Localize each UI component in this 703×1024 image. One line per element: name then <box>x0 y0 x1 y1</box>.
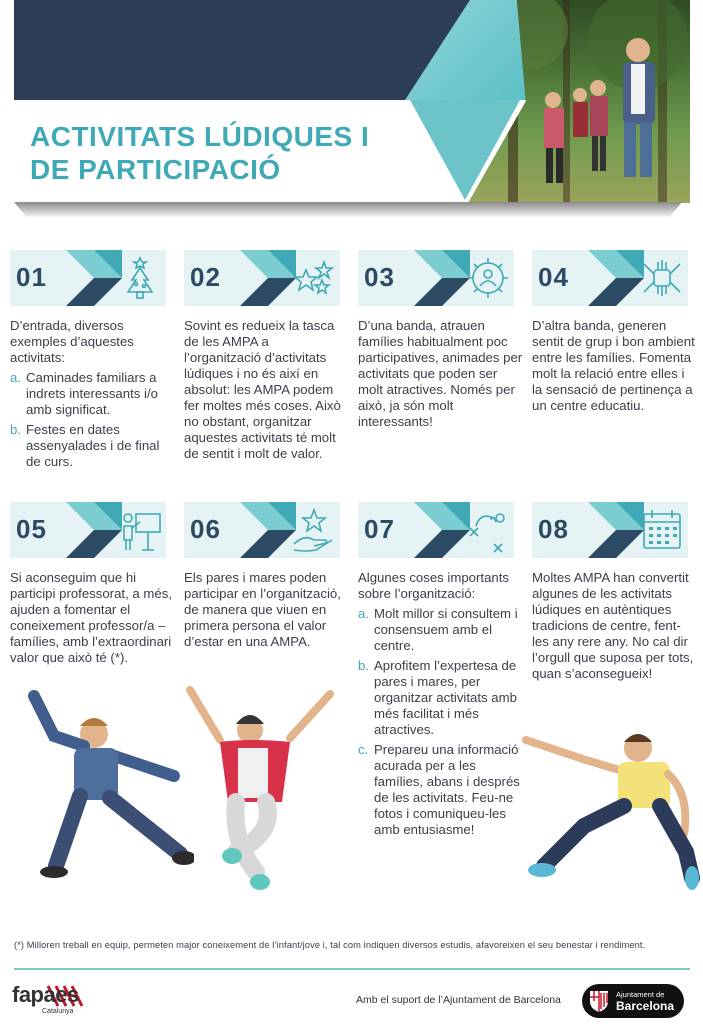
card-list <box>10 370 175 470</box>
card-number: 03 <box>364 262 395 292</box>
card-number: 08 <box>538 514 569 544</box>
card-text: Si aconseguim que hi participi professorat, a més, ajuden a fomentar el coneixement professor/a – famílies, amb l’extraordinari valor que això té (*). <box>10 570 172 665</box>
list-marker: c. <box>358 742 369 757</box>
jumping-boy-right <box>520 720 700 890</box>
card-text: Els pares i mares poden participar en l’organització, de manera que viuen en primera persona el valor d’estar en una AMPA. <box>184 570 341 649</box>
badge-decoration <box>240 250 296 306</box>
list-item <box>10 370 175 418</box>
card-text: Sovint es redueix la tasca de les AMPA a l’organització d’activitats lúdiques i no és així en absolut: les AMPA podem fer moltes més coses. Això no obstant, organitzar aquestes activitats té molt de sentit i molt de valor. <box>184 318 341 461</box>
card-badge <box>532 250 688 306</box>
card-intro: Algunes coses importants sobre l’organització: <box>358 570 509 601</box>
page-title-line1: ACTIVITATS LÚDIQUES I <box>30 121 370 152</box>
card-text: Moltes AMPA han convertit algunes de les activitats lúdiques en autèntiques tradicions de centre, fent-les any rere any. No cal dir l’orgull que suposa per tots, quan s’aconsegueix! <box>532 570 694 681</box>
footer-divider <box>14 968 690 970</box>
badge-decoration <box>414 502 470 558</box>
ajuntament-logo <box>582 984 684 1018</box>
ajuntament-line1: Ajuntament de <box>616 990 665 999</box>
presenter-board-icon <box>116 506 164 554</box>
hands-together-icon <box>638 254 686 302</box>
list-item-text: Caminades familiars a indrets interessants i/o amb significat. <box>26 370 158 417</box>
ajuntament-line2: Barcelona <box>616 999 675 1013</box>
card-07 <box>358 502 523 842</box>
list-item-text: Molt millor si consultem i consensuem amb el centre. <box>374 606 518 653</box>
game-plan-icon <box>464 506 512 554</box>
list-item-text: Prepareu una informació acurada per a les famílies, abans i després de les activitats. Feu-ne fotos i comuniqueu-les amb entusiasme! <box>374 742 520 837</box>
list-item <box>358 606 523 654</box>
card-text: D’una banda, atrauen famílies habitualment poc participatives, animades per activitats que poden ser molt atractives. Només per això, ja són molt interessants! <box>358 318 523 429</box>
badge-decoration <box>588 250 644 306</box>
card-badge <box>184 502 340 558</box>
badge-decoration <box>66 502 122 558</box>
list-item <box>358 742 523 838</box>
list-marker: b. <box>358 658 369 673</box>
card-04 <box>532 250 697 414</box>
card-text: D’altra banda, generen sentit de grup i bon ambient entre les famílies. Fomenta molt la relació entre elles i la sensació de pertinença a un centre educatiu. <box>532 318 695 413</box>
card-list <box>358 606 523 838</box>
badge-decoration <box>66 250 122 306</box>
list-marker: a. <box>10 370 21 385</box>
card-03 <box>358 250 523 430</box>
card-badge <box>358 502 514 558</box>
barcelona-shield-icon <box>588 989 610 1013</box>
card-number: 06 <box>190 514 221 544</box>
card-05 <box>10 502 175 666</box>
christmas-tree-icon <box>116 254 164 302</box>
fapaes-subtitle: Catalunya <box>42 1008 74 1015</box>
jumping-boy-left <box>24 686 194 886</box>
list-item-text: Festes en dates assenyalades i de final de curs. <box>26 422 160 469</box>
list-item <box>10 422 175 470</box>
badge-decoration <box>240 502 296 558</box>
card-badge <box>358 250 514 306</box>
footnote: (*) Milloren treball en equip, permeten major coneixement de l’infant/jove i, tal com indiquen diversos estudis, afavoreixen el seu benestar i rendiment. <box>14 940 646 950</box>
list-marker: a. <box>358 606 369 621</box>
page-title-line2: DE PARTICIPACIÓ <box>30 154 281 185</box>
fapaes-logo <box>12 980 102 1020</box>
card-intro: D’entrada, diversos exemples d’aquestes activitats: <box>10 318 134 365</box>
gear-person-icon <box>464 254 512 302</box>
card-badge <box>532 502 688 558</box>
page-title <box>30 120 410 186</box>
card-badge <box>10 250 166 306</box>
badge-decoration <box>414 250 470 306</box>
card-08 <box>532 502 697 682</box>
list-marker: b. <box>10 422 21 437</box>
card-badge <box>10 502 166 558</box>
badge-decoration <box>588 502 644 558</box>
card-text <box>10 318 175 470</box>
list-item-text: Aprofitem l’expertesa de pares i mares, per organitzar activitats amb més facilitat i més atractives. <box>374 658 517 737</box>
card-number: 07 <box>364 514 395 544</box>
card-number: 01 <box>16 262 47 292</box>
card-number: 04 <box>538 262 569 292</box>
card-text <box>358 570 523 838</box>
list-item <box>358 658 523 738</box>
fapaes-name: fapaes <box>12 982 79 1007</box>
jumping-girl <box>180 686 340 906</box>
hand-star-icon <box>290 506 338 554</box>
card-02 <box>184 250 349 462</box>
support-text: Amb el suport de l’Ajuntament de Barcelona <box>356 994 561 1006</box>
calendar-icon <box>638 506 686 554</box>
card-06 <box>184 502 349 650</box>
card-01 <box>10 250 175 474</box>
card-number: 02 <box>190 262 221 292</box>
stars-icon <box>290 254 338 302</box>
header-shadow-bar <box>14 202 682 218</box>
card-number: 05 <box>16 514 47 544</box>
card-badge <box>184 250 340 306</box>
